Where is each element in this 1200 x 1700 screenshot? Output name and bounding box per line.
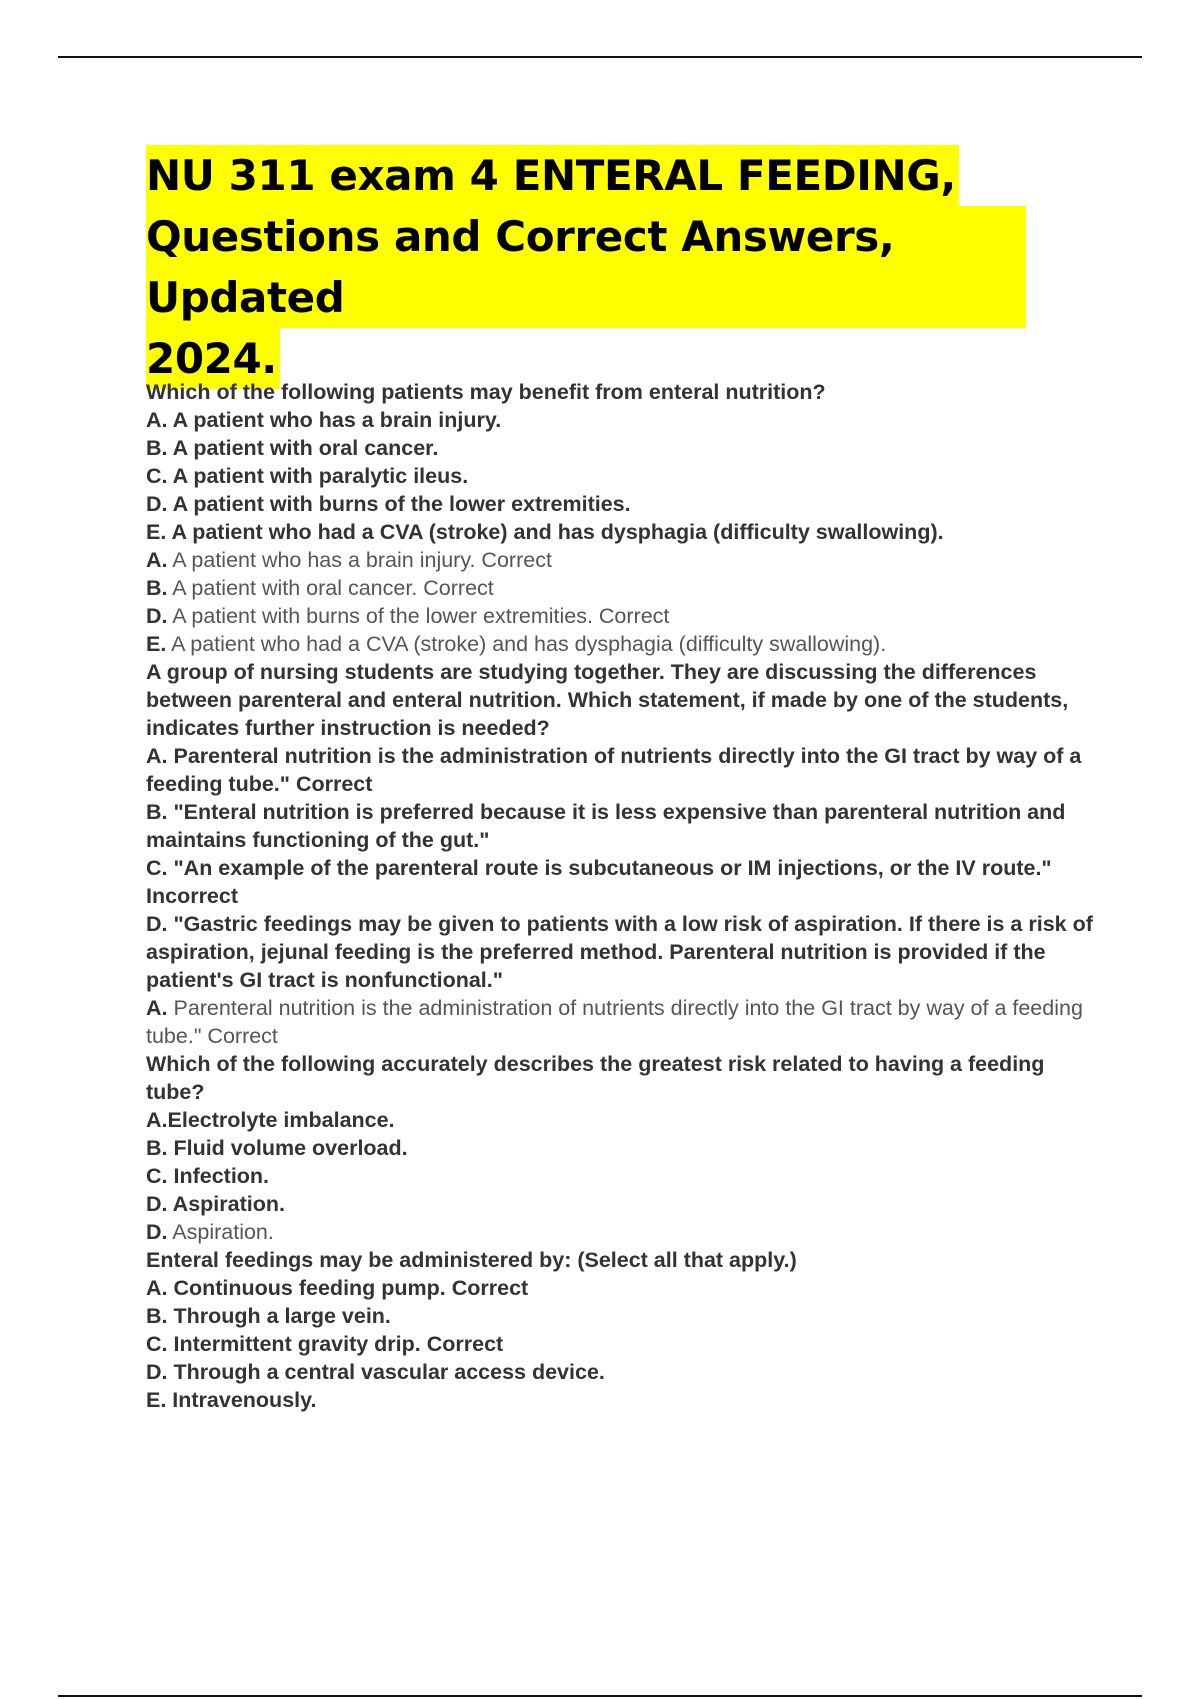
answer-line (146, 546, 1096, 574)
answer-letter: A. (146, 996, 168, 1020)
answer-letter: E. (146, 632, 167, 656)
question-text: Enteral feedings may be administered by: (Select all that apply.) (146, 1248, 797, 1272)
question-option: A. A patient who has a brain injury. (146, 408, 502, 432)
question-option: D. A patient with burns of the lower extremities. (146, 492, 631, 516)
question-option: C. Intermittent gravity drip. Correct (146, 1332, 504, 1356)
answer-line (146, 574, 1096, 602)
answer-text: A patient with oral cancer. Correct (167, 576, 494, 600)
answer-line (146, 602, 1096, 630)
answer-text: A patient who has a brain injury. Correct (167, 548, 552, 572)
answer-letter: B. (146, 576, 168, 600)
top-rule (58, 56, 1142, 58)
answer-line (146, 1218, 1096, 1246)
document-body (146, 378, 1096, 1414)
question-text: Which of the following patients may benefit from enteral nutrition? (146, 380, 826, 404)
answer-text: Aspiration. (167, 1220, 274, 1244)
document-title (146, 145, 1026, 389)
question-option: D. Through a central vascular access device. (146, 1360, 605, 1384)
answer-letter: D. (146, 604, 168, 628)
question-text: A group of nursing students are studying together. They are discussing the differences between parenteral and enteral nutrition. Which statement, if made by one of the students, indicates further instruction is needed? (146, 660, 1069, 740)
answer-letter: D. (146, 1220, 168, 1244)
question-option: B. "Enteral nutrition is preferred because it is less expensive than parenteral nutrition and maintains functioning of the gut." (146, 800, 1066, 852)
question-option: D. Aspiration. (146, 1192, 285, 1216)
title-line: NU 311 exam 4 ENTERAL FEEDING, (146, 145, 959, 206)
bottom-rule (58, 1695, 1142, 1697)
question-option: C. "An example of the parenteral route is subcutaneous or IM injections, or the IV route." Incorrect (146, 856, 1052, 908)
answer-text: A patient with burns of the lower extremities. Correct (167, 604, 670, 628)
question-option: B. Through a large vein. (146, 1304, 391, 1328)
answer-line (146, 630, 1096, 658)
question-option: E. Intravenously. (146, 1388, 317, 1412)
title-line: 2024. (146, 328, 280, 389)
answer-text: Parenteral nutrition is the administration of nutrients directly into the GI tract by way of a feeding tube." Correct (146, 996, 1083, 1048)
question-option: B. Fluid volume overload. (146, 1136, 408, 1160)
question-option: B. A patient with oral cancer. (146, 436, 439, 460)
answer-letter: A. (146, 548, 168, 572)
question-option: A. Parenteral nutrition is the administration of nutrients directly into the GI tract by way of a feeding tube." Correct (146, 744, 1082, 796)
question-option: A.Electrolyte imbalance. (146, 1108, 395, 1132)
question-option: C. A patient with paralytic ileus. (146, 464, 469, 488)
question-option: E. A patient who had a CVA (stroke) and has dysphagia (difficulty swallowing). (146, 520, 944, 544)
answer-line (146, 994, 1096, 1050)
title-line: Questions and Correct Answers, Updated (146, 206, 1026, 328)
question-option: D. "Gastric feedings may be given to patients with a low risk of aspiration. If there is a risk of aspiration, jejunal feeding is the preferred method. Parenteral nutrition is provided if the patient's GI tract is nonfunctional." (146, 912, 1093, 992)
question-option: A. Continuous feeding pump. Correct (146, 1276, 529, 1300)
answer-text: A patient who had a CVA (stroke) and has dysphagia (difficulty swallowing). (166, 632, 887, 656)
question-option: C. Infection. (146, 1164, 270, 1188)
question-text: Which of the following accurately describes the greatest risk related to having a feeding tube? (146, 1052, 1045, 1104)
